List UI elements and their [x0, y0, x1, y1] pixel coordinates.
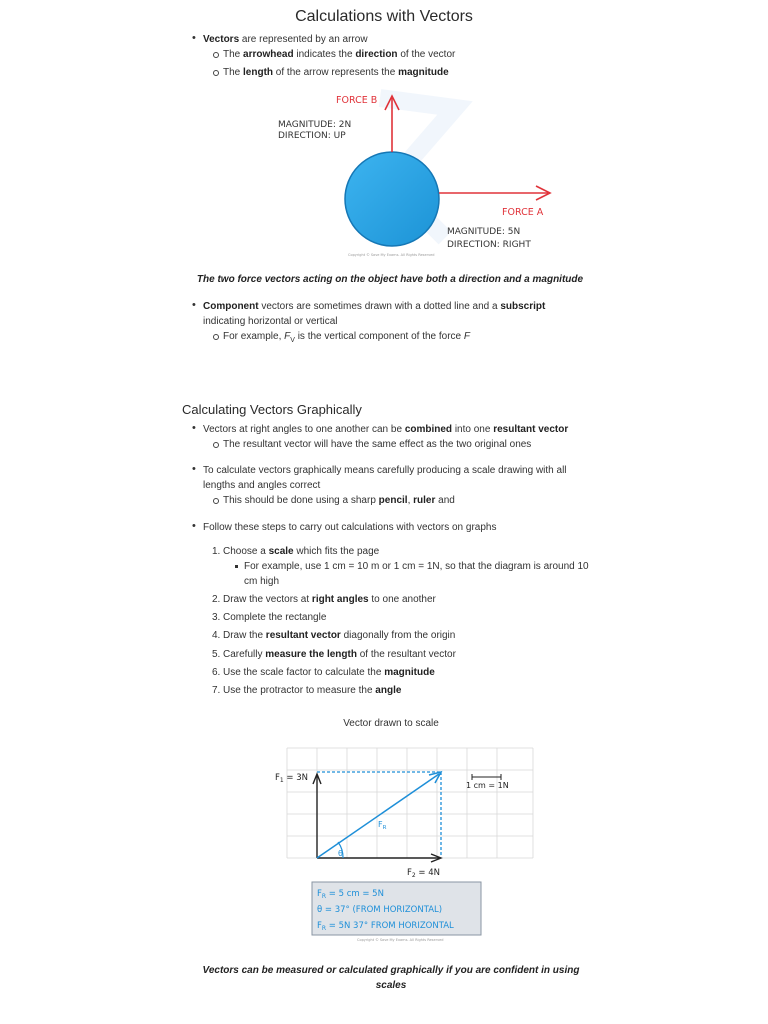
bullet-graphically: • To calculate vectors graphically means carefully producing a scale drawing with all — [203, 464, 567, 477]
scale-label: 1 cm = 1N — [466, 781, 509, 790]
bullet-graphically-line2: lengths and angles correct — [203, 480, 321, 491]
sub-bullet-tools: This should be done using a sharp pencil, ruler and — [223, 495, 455, 506]
f2-label: $F_2 = 4N$ — [407, 868, 441, 879]
force-b-label: FORCE B — [336, 95, 378, 106]
force-a-direction: DIRECTION: RIGHT — [447, 240, 531, 250]
step-1-example: For example, use 1 cm = 10 m or 1 cm = 1N, so that the diagram is around 10 — [244, 561, 589, 572]
result-line-3: $F_R = 5N$ 37° FROM HORIZONTAL — [317, 921, 454, 932]
force-a-label: FORCE A — [502, 207, 544, 218]
bullet-vectors-arrow: • Vectors are represented by an arrow — [203, 33, 368, 46]
figure1-caption: The two force vectors acting on the object have both a direction and a magnitude — [196, 274, 584, 285]
figure2-title: Vector drawn to scale — [343, 718, 439, 729]
step-6: 6. Use the scale factor to calculate the magnitude — [212, 667, 435, 678]
step-5: 5. Carefully measure the length of the resultant vector — [212, 649, 456, 660]
bullet-component: • Component vectors are sometimes drawn with a dotted line and a subscript — [203, 300, 545, 313]
step-1-example-line2: cm high — [244, 576, 280, 587]
figure2-caption: Vectors can be measured or calculated graphically if you are confident in using — [202, 965, 580, 976]
bullet-follow-steps: • Follow these steps to carry out calculations with vectors on graphs — [203, 521, 496, 534]
theta-label: θ — [338, 849, 343, 858]
fr-label: $F_R$ — [378, 820, 387, 831]
page-title: Calculations with Vectors — [295, 8, 473, 25]
force-b-direction: DIRECTION: UP — [278, 131, 346, 141]
bullet-right-angles: • Vectors at right angles to one another can be combined into one resultant vector — [203, 423, 568, 436]
figure2-copyright: Copyright © Save My Exams. All Rights Reserved — [357, 938, 444, 942]
step-4: 4. Draw the resultant vector diagonally from the origin — [212, 630, 456, 641]
sub-bullet-example: For example, $F_V$ is the vertical component of the force F — [223, 330, 470, 347]
section-heading: Calculating Vectors Graphically — [182, 402, 362, 417]
sub-bullet-arrowhead: The arrowhead indicates the direction of the vector — [223, 49, 456, 60]
force-b-magnitude: MAGNITUDE: 2N — [278, 120, 352, 130]
result-line-1: $F_R = 5$ cm = 5N — [317, 889, 384, 900]
bullet-component-line2: indicating horizontal or vertical — [203, 316, 338, 327]
step-2: 2. Draw the vectors at right angles to one another — [212, 594, 436, 605]
grid — [287, 748, 533, 858]
figure1-copyright: Copyright © Save My Exams. All Rights Reserved — [348, 253, 435, 257]
scale-vector-figure — [265, 740, 540, 945]
sub-bullet-length: The length of the arrow represents the magnitude — [223, 67, 449, 78]
step-1: 1. Choose a scale which fits the page — [212, 546, 380, 557]
force-vectors-figure — [270, 88, 570, 263]
step-7: 7. Use the protractor to measure the angle — [212, 685, 402, 696]
result-line-2: θ = 37° (FROM HORIZONTAL) — [317, 905, 443, 915]
resultant-vector — [317, 774, 439, 858]
force-a-magnitude: MAGNITUDE: 5N — [447, 227, 521, 237]
f1-label: $F_1 = 3N$ — [275, 773, 309, 784]
object-ball — [345, 152, 439, 246]
figure2-caption-line2: scales — [375, 980, 407, 991]
step-3: 3. Complete the rectangle — [212, 612, 327, 623]
sub-bullet-resultant: The resultant vector will have the same effect as the two original ones — [223, 439, 532, 450]
